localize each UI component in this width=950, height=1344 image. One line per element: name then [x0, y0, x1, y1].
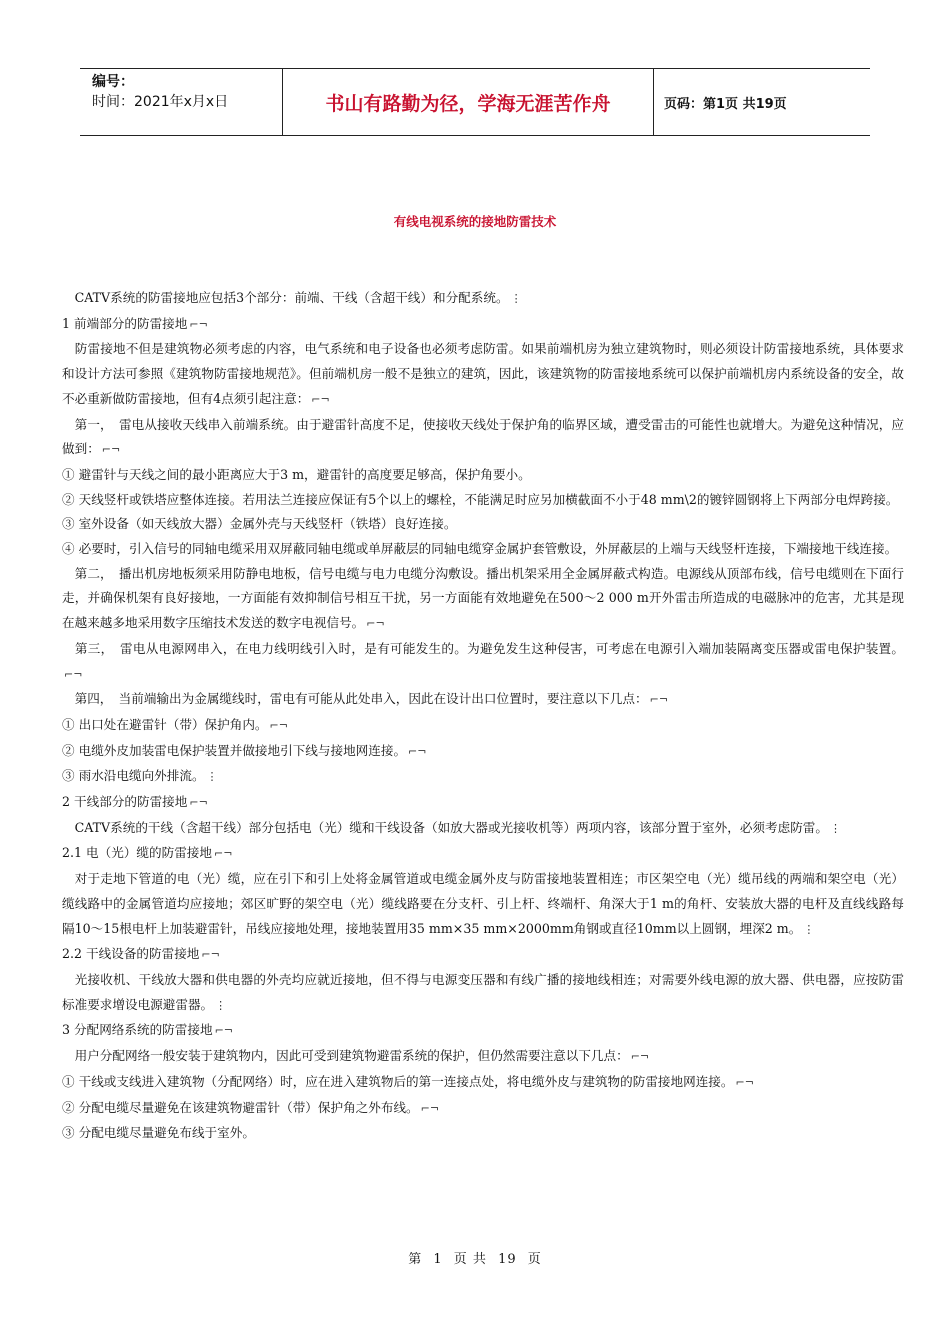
paragraph-mark-icon: ⌐¬: [311, 392, 330, 406]
paragraph-mark-icon: ⌐¬: [201, 948, 220, 962]
paragraph: [62, 841, 904, 867]
paragraph-text: ③ 室外设备（如天线放大器）金属外壳与天线竖杆（铁塔）良好连接。: [62, 516, 457, 532]
paragraph-text: 2 干线部分的防雷接地: [62, 794, 188, 810]
paragraph-mark-icon: ⌐¬: [214, 1024, 233, 1038]
paragraph-mark-icon: ⋮: [510, 292, 522, 305]
paragraph: [62, 1070, 904, 1096]
paragraph: [62, 337, 904, 412]
paragraph-mark-icon: ⌐¬: [420, 1101, 440, 1115]
paragraph-mark-icon: ⋮: [206, 770, 218, 784]
paragraph: [62, 312, 904, 338]
paragraph: [62, 942, 904, 968]
paragraph: [62, 739, 904, 765]
paragraph-text: 2.1 电（光）缆的防雷接地: [62, 845, 212, 861]
paragraph-mark-icon: ⋮: [803, 922, 815, 936]
paragraph: [62, 562, 904, 637]
paragraph-mark-icon: ⌐¬: [735, 1075, 754, 1089]
paragraph-mark-icon: ⋮: [215, 998, 227, 1012]
paragraph-mark-icon: ⌐¬: [366, 617, 385, 631]
paragraph-mark-icon: ⌐¬: [189, 317, 208, 331]
paragraph: [62, 488, 904, 513]
paragraph-mark-icon: ⌐¬: [213, 847, 233, 861]
footer-suffix: 页: [527, 1252, 542, 1267]
code-label: 编号：: [92, 74, 134, 90]
paragraph-text: 光接收机、干线放大器和供电器的外壳均应就近接地，但不得与电源变压器和有线广播的接地线相连；对需要外线电源的放大器、供电器，应按防雷标准要求增设电源避雷器。: [62, 971, 904, 1012]
paragraph: [62, 463, 904, 488]
footer-total-pages: 19: [498, 1252, 517, 1267]
paragraph: [62, 816, 904, 842]
paragraph-mark-icon: ⌐¬: [101, 443, 121, 457]
paragraph: [62, 1121, 904, 1146]
paragraph: [62, 867, 904, 942]
paragraph: [62, 413, 904, 463]
paragraph-text: 第四， 当前端输出为金属缆线时，雷电有可能从此处串入，因此在设计出口位置时，要注意以下几点：: [62, 691, 648, 707]
paragraph-mark-icon: ⌐¬: [649, 693, 669, 707]
footer-middle: 页 共: [453, 1252, 487, 1267]
paragraph-text: 2.2 干线设备的防雷接地: [62, 946, 200, 962]
paragraph: [62, 687, 904, 713]
paragraph: [62, 713, 904, 739]
paragraph: [62, 637, 904, 687]
paragraph-text: 第二， 播出机房地板须采用防静电地板，信号电缆与电力电缆分沟敷设。播出机架采用全金属屏蔽式构造。电源线从顶部布线，信号电缆则在下面行走，并确保机架有良好接地，一方面能有效抑制信号相互干扰，另一方面能有效地避免在500～2 000 m开外雷击所造成的电磁脉冲的危害，尤其是现在越来越多地采用数字压缩技术发送的数字电视信号。: [62, 565, 904, 631]
time-label: 时间：2021年x月x日: [92, 94, 229, 110]
paragraph: [62, 764, 904, 790]
header-page-label: 页码：第1页 共19页: [664, 96, 787, 112]
paragraph-text: 3 分配网络系统的防雷接地: [62, 1022, 213, 1038]
paragraph: [62, 537, 904, 562]
paragraph-text: ③ 雨水沿电缆向外排流。: [62, 768, 205, 784]
document-title: 有线电视系统的接地防雷技术: [393, 214, 557, 229]
paragraph-mark-icon: ⌐¬: [269, 718, 288, 732]
paragraph-text: CATV系统的干线（含超干线）部分包括电（光）缆和干线设备（如放大器或光接收机等）两项内容，该部分置于室外，必须考虑防雷。: [62, 819, 828, 835]
paragraph-text: ① 出口处在避雷针（带）保护角内。: [62, 716, 268, 732]
paragraph: [62, 512, 904, 537]
header-table: [80, 68, 870, 136]
footer-page-number: 1: [433, 1252, 443, 1267]
paragraph-text: 防雷接地不但是建筑物必须考虑的内容，电气系统和电子设备也必须考虑防雷。如果前端机房为独立建筑物时，则必须设计防雷接地系统，具体要求和设计方法可参照《建筑物防雷接地规范》。但前端机房一般不是独立的建筑，因此，该建筑物的防雷接地系统可以保护前端机房内系统设备的安全，故不必重新做防雷接地，但有4点须引起注意：: [62, 341, 904, 406]
paragraph-mark-icon: ⋮: [829, 821, 841, 835]
paragraph-text: 对于走地下管道的电（光）缆，应在引下和引上处将金属管道或电缆金属外皮与防雷接地装置相连；市区架空电（光）缆吊线的两端和架空电（光）缆线路中的金属管道均应接地；郊区旷野的架空电（光）缆线路要在分支杆、引上杆、终端杆、角深大于1 m的角杆、安装放大器的电杆及直线线路每隔10～15根电杆上加装避雷针，吊线应接地处理，接地装置用35 mm×35 mm×2000mm角钢或直径10mm以上圆钢，埋深2 m。: [62, 871, 904, 936]
paragraph-text: 第三， 雷电从电源网串入，在电力线明线引入时，是有可能发生的。为避免发生这种侵害，可考虑在电源引入端加装隔离变压器或雷电保护装置。: [62, 640, 904, 656]
paragraph: [62, 286, 904, 312]
paragraph-text: ① 干线或支线进入建筑物（分配网络）时，应在进入建筑物后的第一连接点处，将电缆外皮与建筑物的防雷接地网连接。: [62, 1073, 734, 1089]
paragraph-mark-icon: ⌐¬: [408, 744, 427, 758]
document-body: [62, 286, 904, 1146]
paragraph-mark-icon: ⌐¬: [630, 1050, 650, 1064]
paragraph-text: 用户分配网络一般安装于建筑物内，因此可受到建筑物避雷系统的保护，但仍然需要注意以下几点：: [62, 1048, 629, 1064]
paragraph-text: ③ 分配电缆尽量避免布线于室外。: [62, 1125, 255, 1141]
paragraph-text: ④ 必要时，引入信号的同轴电缆采用双屏蔽同轴电缆或单屏蔽层的同轴电缆穿金属护套管敷设，外屏蔽层的上端与天线竖杆连接，下端接地干线连接。: [62, 541, 898, 557]
paragraph-mark-icon: ⌐¬: [189, 796, 208, 810]
page-footer: [0, 1248, 950, 1267]
paragraph-text: ② 电缆外皮加装雷电保护装置并做接地引下线与接地网连接。: [62, 742, 407, 758]
paragraph-text: ② 天线竖杆或铁塔应整体连接。若用法兰连接应保证有5个以上的螺栓，不能满足时应另加横截面不小于48 mm\2的镀锌圆钢将上下两部分电焊跨接。: [62, 491, 899, 507]
paragraph: [62, 1018, 904, 1044]
paragraph-text: CATV系统的防雷接地应包括3个部分：前端、干线（含超干线）和分配系统。: [62, 290, 509, 305]
paragraph-text: 第一， 雷电从接收天线串入前端系统。由于避雷针高度不足，使接收天线处于保护角的临界区域，遭受雷击的可能性也就增大。为避免这种情况，应做到：: [62, 416, 904, 457]
footer-prefix: 第: [408, 1252, 423, 1267]
paragraph: [62, 1044, 904, 1070]
paragraph: [62, 968, 904, 1018]
paragraph: [62, 790, 904, 816]
paragraph: [62, 1096, 904, 1122]
header-meta: [80, 69, 282, 135]
paragraph-text: ② 分配电缆尽量避免在该建筑物避雷针（带）保护角之外布线。: [62, 1099, 419, 1115]
paragraph-mark-icon: ⌐¬: [64, 667, 83, 681]
paragraph-text: 1 前端部分的防雷接地: [62, 315, 188, 331]
paragraph-text: ① 避雷针与天线之间的最小距离应大于3 m，避雷针的高度要足够高，保护角要小。: [62, 466, 531, 482]
header-motto: 书山有路勤为径，学海无涯苦作舟: [282, 69, 654, 135]
